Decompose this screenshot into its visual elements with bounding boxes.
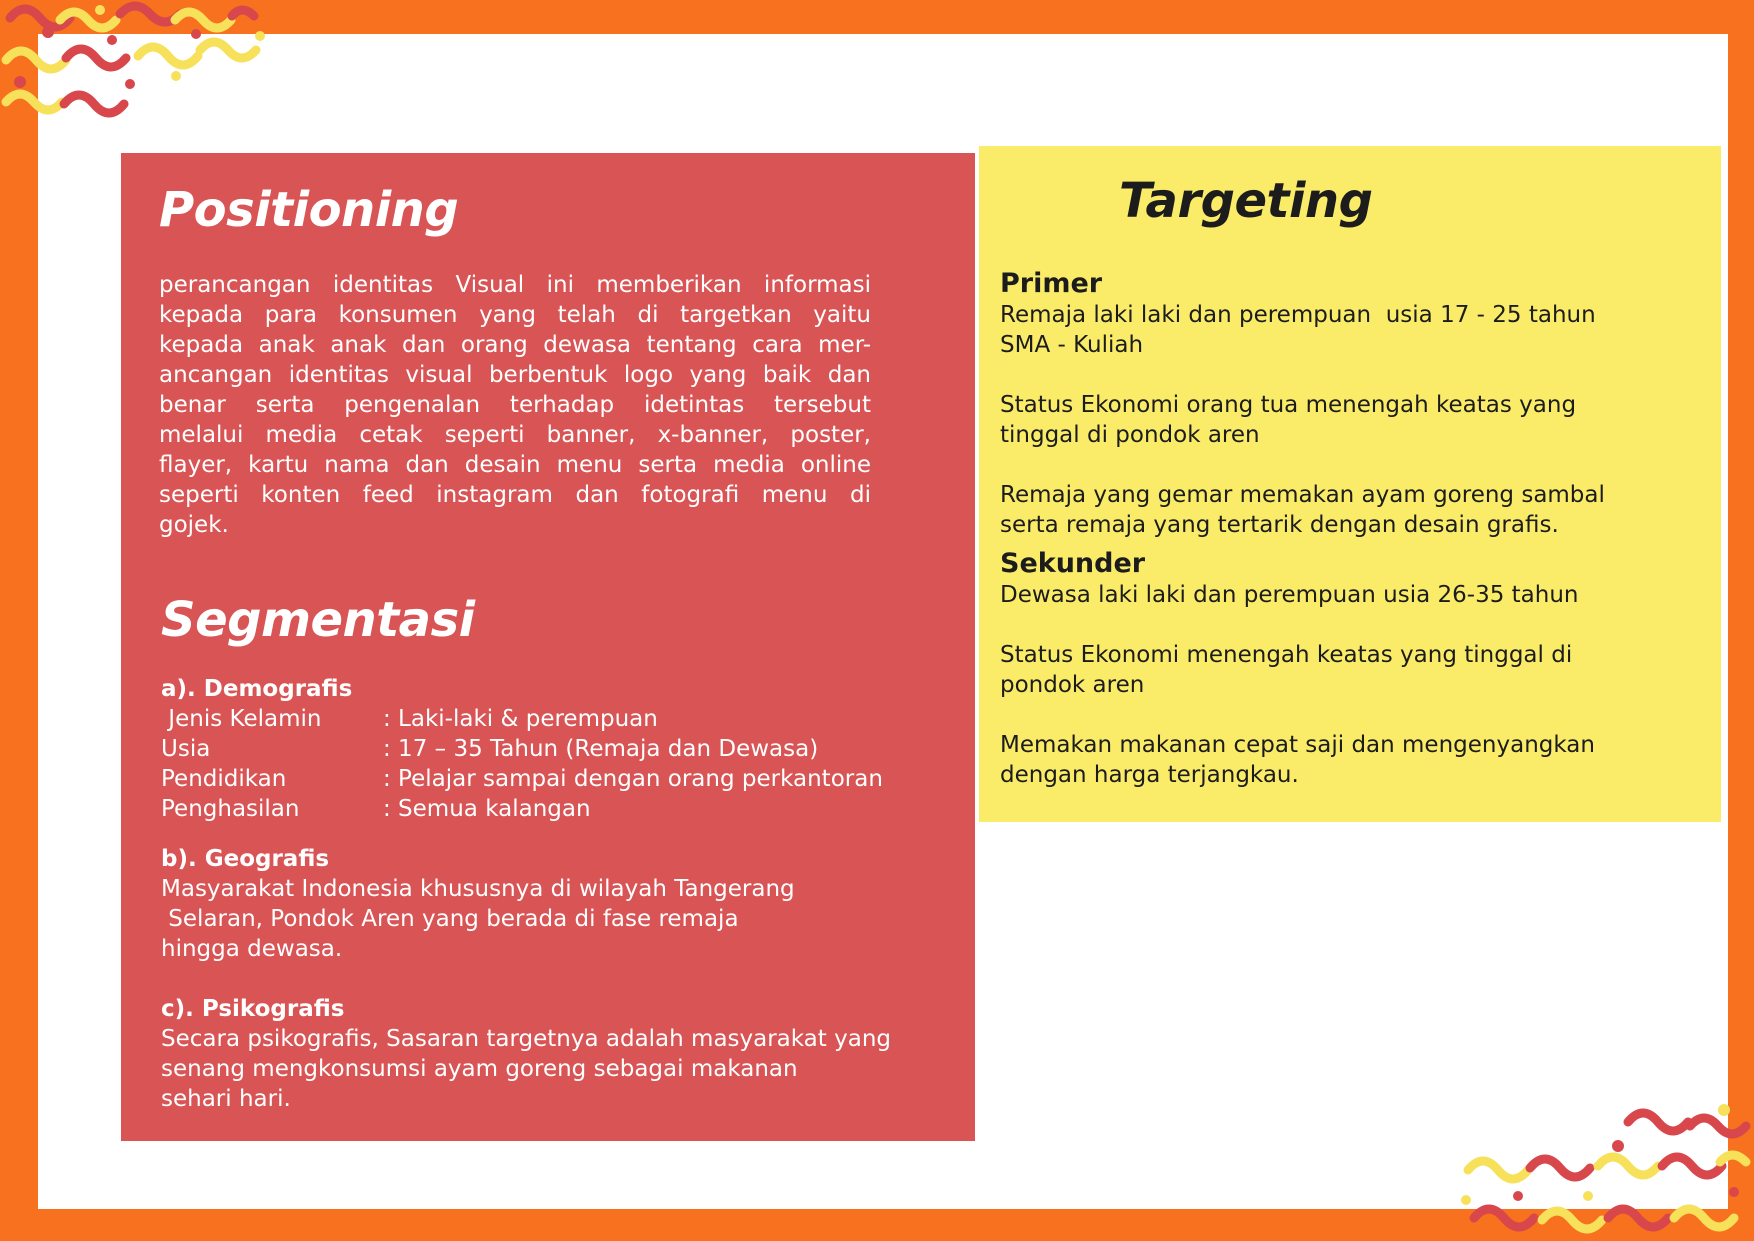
demografis-row: [161, 794, 883, 824]
row-value: : Pelajar sampai dengan orang perkantoran: [383, 766, 883, 792]
paragraph-line: melalui media cetak seperti banner, x-banner, poster,: [159, 422, 871, 448]
swirl-ornament-top-left-icon: [0, 0, 290, 130]
psikografis-line: Secara psikografis, Sasaran targetnya adalah masyarakat yang: [161, 1026, 891, 1052]
sekunder-section: [1000, 548, 1700, 790]
geografis-heading: b). Geografis: [161, 846, 330, 872]
paragraph-line: seperti konten feed instagram dan fotografi menu di: [159, 482, 871, 508]
sekunder-heading: Sekunder: [1000, 548, 1146, 579]
paragraph-line: flayer, kartu nama dan desain menu serta media online: [159, 452, 871, 478]
geografis-line: Selaran, Pondok Aren yang berada di fase remaja: [161, 906, 739, 932]
primer-line: tinggal di pondok aren: [1000, 422, 1260, 448]
sekunder-line: pondok aren: [1000, 672, 1145, 698]
sekunder-line: Status Ekonomi menengah keatas yang tinggal di: [1000, 642, 1573, 668]
row-value: : Laki-laki & perempuan: [383, 706, 658, 732]
primer-section: [1000, 268, 1700, 540]
paragraph-line: gojek.: [159, 512, 229, 538]
geografis-section: [161, 844, 795, 964]
row-label: Penghasilan: [161, 796, 300, 822]
sekunder-line: dengan harga terjangkau.: [1000, 762, 1299, 788]
sekunder-line: Memakan makanan cepat saji dan mengenyangkan: [1000, 732, 1595, 758]
row-value: : 17 – 35 Tahun (Remaja dan Dewasa): [383, 736, 819, 762]
primer-line: Remaja yang gemar memakan ayam goreng sambal: [1000, 482, 1605, 508]
demografis-row: [161, 704, 883, 734]
psikografis-heading: c). Psikografis: [161, 996, 345, 1022]
demografis-row: [161, 734, 883, 764]
paragraph-line: kepada para konsumen yang telah di targetkan yaitu: [159, 302, 871, 328]
geografis-line: hingga dewasa.: [161, 936, 343, 962]
primer-line: serta remaja yang tertarik dengan desain grafis.: [1000, 512, 1559, 538]
demografis-heading: a). Demografis: [161, 676, 353, 702]
positioning-paragraph: [159, 270, 871, 540]
psikografis-section: [161, 994, 891, 1114]
paragraph-line: benar serta pengenalan terhadap idetintas tersebut: [159, 392, 871, 418]
primer-line: Remaja laki laki dan perempuan usia 17 - 25 tahun: [1000, 302, 1596, 328]
row-label: Jenis Kelamin: [161, 706, 322, 732]
paragraph-line: perancangan identitas Visual ini memberikan informasi: [159, 272, 871, 298]
row-label: Usia: [161, 736, 211, 762]
demografis-row: [161, 764, 883, 794]
sekunder-line: Dewasa laki laki dan perempuan usia 26-35 tahun: [1000, 582, 1579, 608]
swirl-ornament-bottom-right-icon: [1458, 1100, 1754, 1241]
primer-heading: Primer: [1000, 268, 1103, 299]
row-label: Pendidikan: [161, 766, 287, 792]
paragraph-line: kepada anak anak dan orang dewasa tentang cara mer-: [159, 332, 871, 358]
psikografis-line: senang mengkonsumsi ayam goreng sebagai makanan: [161, 1056, 798, 1082]
segmentasi-title: Segmentasi: [161, 592, 475, 648]
geografis-line: Masyarakat Indonesia khususnya di wilayah Tangerang: [161, 876, 795, 902]
psikografis-line: sehari hari.: [161, 1086, 291, 1112]
primer-line: Status Ekonomi orang tua menengah keatas yang: [1000, 392, 1577, 418]
positioning-title: Positioning: [159, 182, 459, 238]
targeting-title: Targeting: [1119, 173, 1373, 229]
paragraph-line: ancangan identitas visual berbentuk logo yang baik dan: [159, 362, 871, 388]
row-value: : Semua kalangan: [383, 796, 591, 822]
demografis-section: [161, 674, 883, 824]
primer-line: SMA - Kuliah: [1000, 332, 1144, 358]
